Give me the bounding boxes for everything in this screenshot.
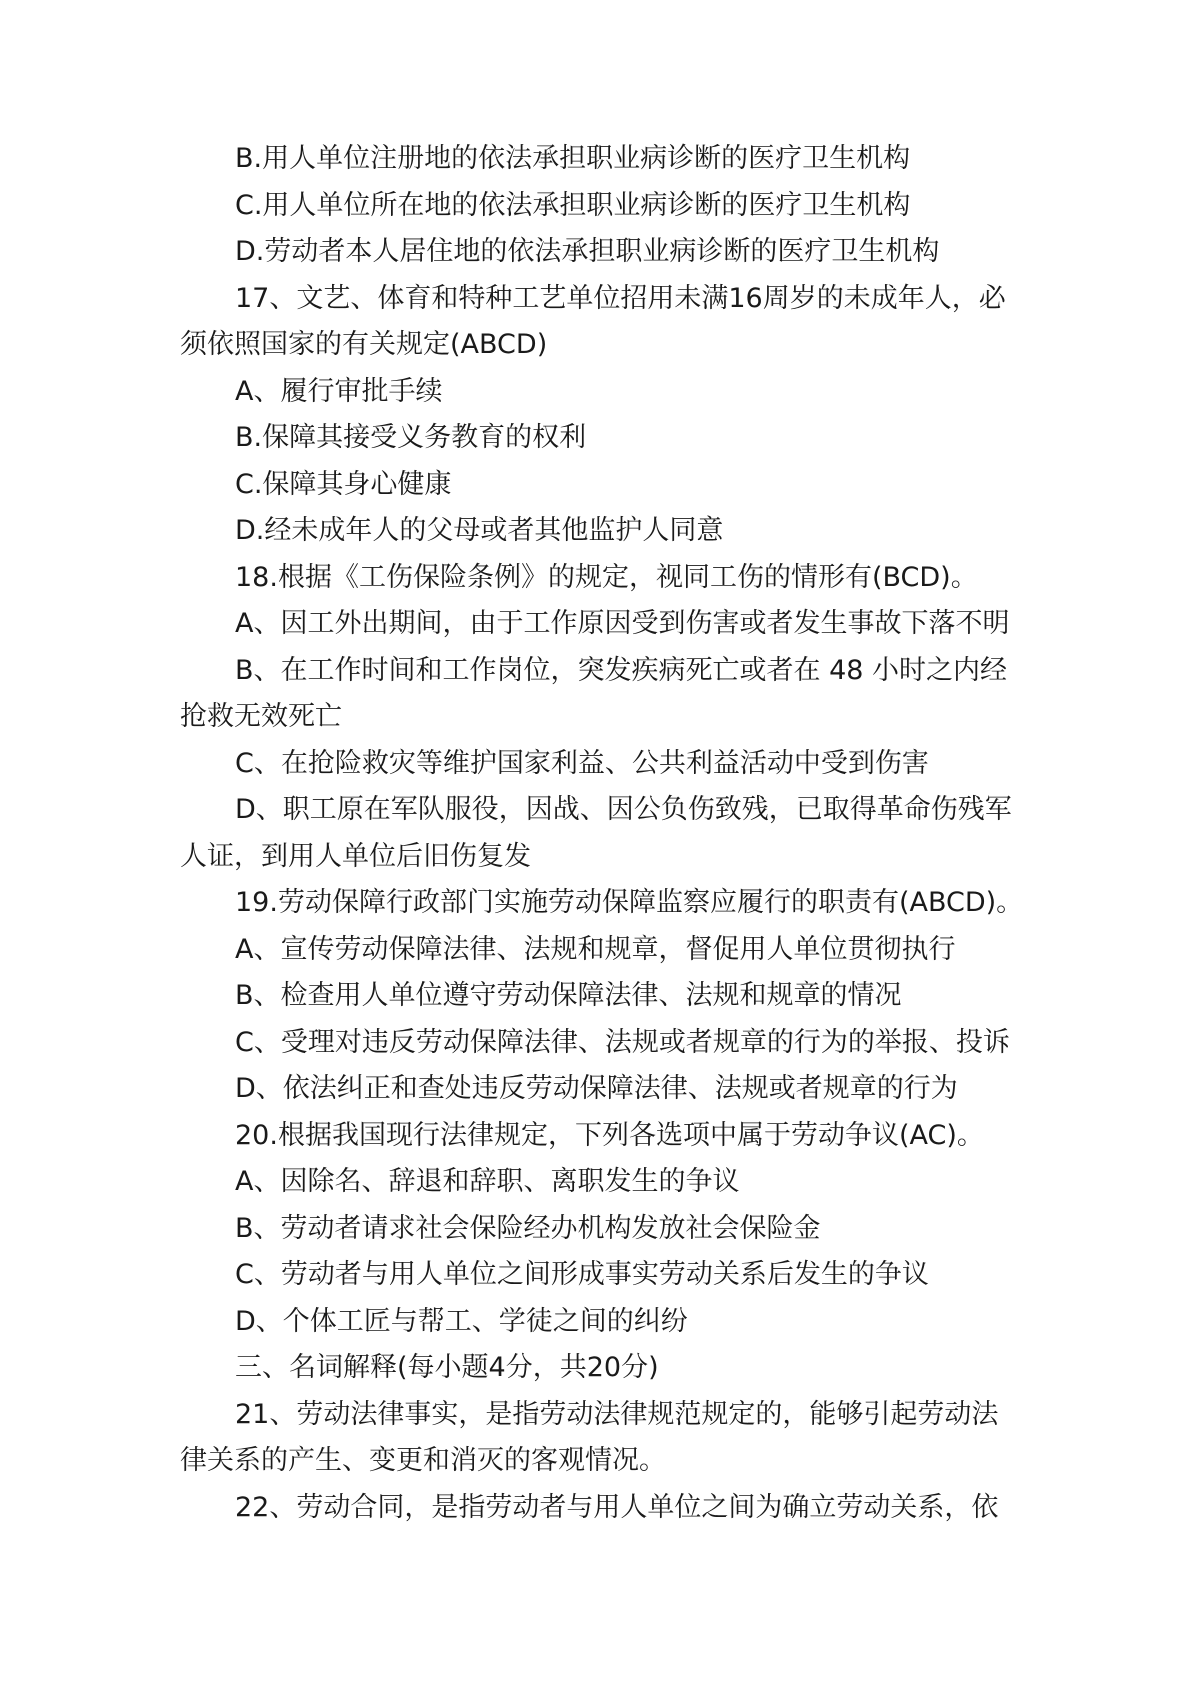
option-line: A、履行审批手续 bbox=[235, 375, 443, 407]
option-continuation: 人证，到用人单位后旧伤复发 bbox=[180, 840, 531, 872]
option-line: D.经未成年人的父母或者其他监护人同意 bbox=[235, 515, 724, 546]
option-line: C.用人单位所在地的依法承担职业病诊断的医疗卫生机构 bbox=[235, 189, 911, 221]
option-line: C.保障其身心健康 bbox=[235, 468, 452, 500]
option-line: B.保障其接受义务教育的权利 bbox=[235, 422, 587, 453]
question-19: 19.劳动保障行政部门实施劳动保障监察应履行的职责有(ABCD)。 bbox=[235, 887, 1024, 918]
option-line: B、检查用人单位遵守劳动保障法律、法规和规章的情况 bbox=[235, 980, 902, 1011]
option-line: B、劳动者请求社会保险经办机构发放社会保险金 bbox=[235, 1212, 821, 1244]
section-heading: 三、名词解释(每小题4分，共20分) bbox=[235, 1352, 659, 1383]
option-line: D、依法纠正和查处违反劳动保障法律、法规或者规章的行为 bbox=[235, 1073, 958, 1104]
term-definition-continuation: 律关系的产生、变更和消灭的客观情况。 bbox=[180, 1445, 666, 1476]
option-line: A、宣传劳动保障法律、法规和规章，督促用人单位贯彻执行 bbox=[235, 933, 956, 965]
term-definition-22: 22、劳动合同，是指劳动者与用人单位之间为确立劳动关系，依 bbox=[235, 1491, 999, 1523]
term-definition-21: 21、劳动法律事实，是指劳动法律规范规定的，能够引起劳动法 bbox=[235, 1398, 999, 1430]
option-line: C、劳动者与用人单位之间形成事实劳动关系后发生的争议 bbox=[235, 1259, 929, 1290]
option-line: C、在抢险救灾等维护国家利益、公共利益活动中受到伤害 bbox=[235, 747, 929, 779]
option-line: D.劳动者本人居住地的依法承担职业病诊断的医疗卫生机构 bbox=[235, 236, 940, 267]
option-line: D、职工原在军队服役，因战、因公负伤致残，已取得革命伤残军 bbox=[235, 794, 1012, 825]
question-17: 17、文艺、体育和特种工艺单位招用未满16周岁的未成年人，必 bbox=[235, 282, 1006, 314]
option-line: C、受理对违反劳动保障法律、法规或者规章的行为的举报、投诉 bbox=[235, 1026, 1010, 1058]
option-line: B、在工作时间和工作岗位，突发疾病死亡或者在 48 小时之内经 bbox=[235, 654, 1008, 686]
option-line: B.用人单位注册地的依法承担职业病诊断的医疗卫生机构 bbox=[235, 143, 911, 174]
option-line: A、因工外出期间，由于工作原因受到伤害或者发生事故下落不明 bbox=[235, 608, 1010, 639]
question-17-continuation: 须依照国家的有关规定(ABCD) bbox=[180, 329, 548, 360]
question-20: 20.根据我国现行法律规定，下列各选项中属于劳动争议(AC)。 bbox=[235, 1119, 984, 1151]
question-18: 18.根据《工伤保险条例》的规定，视同工伤的情形有(BCD)。 bbox=[235, 561, 978, 593]
option-continuation: 抢救无效死亡 bbox=[180, 701, 342, 732]
option-line: A、因除名、辞退和辞职、离职发生的争议 bbox=[235, 1166, 740, 1197]
option-line: D、个体工匠与帮工、学徒之间的纠纷 bbox=[235, 1305, 688, 1337]
document-body bbox=[180, 136, 1040, 1531]
